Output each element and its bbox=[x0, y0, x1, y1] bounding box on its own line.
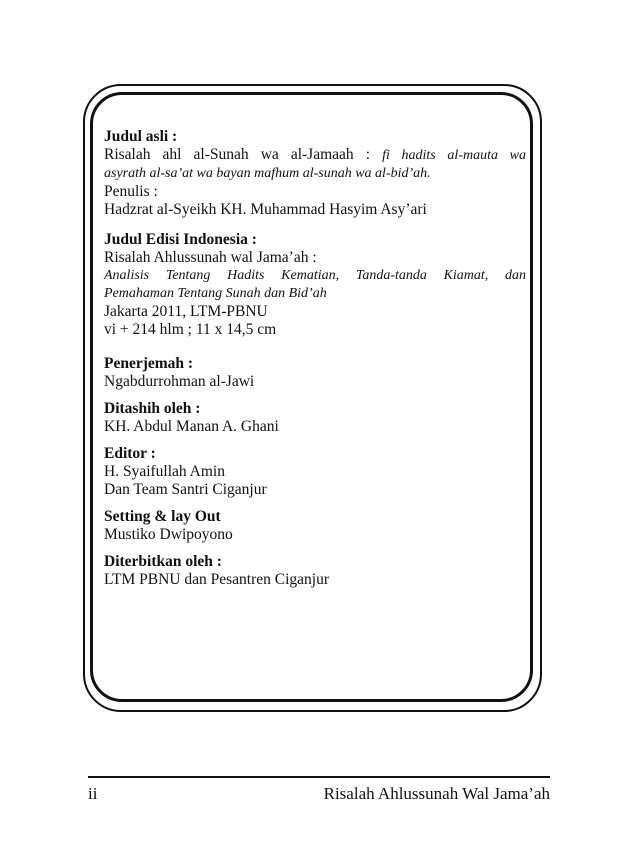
publisher-name: LTM PBNU dan Pesantren Ciganjur bbox=[104, 571, 330, 588]
indonesian-subtitle-2: Pemahaman Tentang Sunah dan Bid’ah bbox=[104, 286, 327, 301]
validated-label: Ditashih oleh : bbox=[104, 400, 201, 417]
original-title-italic-1: fi hadits al-mauta wa bbox=[382, 148, 526, 163]
validated-name: KH. Abdul Manan A. Ghani bbox=[104, 418, 279, 435]
publication-info: Jakarta 2011, LTM-PBNU bbox=[104, 303, 268, 320]
original-title-label: Judul asli : bbox=[104, 128, 178, 145]
editor-name-1: H. Syaifullah Amin bbox=[104, 463, 225, 480]
original-title-italic-2: asyrath al-sa’at wa bayan mafhum al-sunah wa al-bid’ah. bbox=[104, 166, 431, 181]
original-title-plain: Risalah ahl al-Sunah wa al-Jamaah : bbox=[104, 146, 383, 163]
indonesian-title: Risalah Ahlussunah wal Jama’ah : bbox=[104, 249, 317, 266]
author-name: Hadzrat al-Syeikh KH. Muhammad Hasyim Asy’ari bbox=[104, 201, 427, 218]
original-title-line-1 bbox=[104, 146, 526, 165]
editor-label: Editor : bbox=[104, 445, 156, 462]
colophon-content bbox=[104, 128, 526, 589]
editor-section bbox=[104, 445, 526, 499]
footer-rule bbox=[88, 776, 550, 778]
editor-name-2: Dan Team Santri Ciganjur bbox=[104, 481, 267, 498]
author-label: Penulis : bbox=[104, 183, 158, 200]
translator-section bbox=[104, 355, 526, 391]
page-number: ii bbox=[88, 784, 98, 803]
running-title: Risalah Ahlussunah Wal Jama’ah bbox=[323, 784, 550, 803]
page-count: vi + 214 hlm ; 11 x 14,5 cm bbox=[104, 321, 277, 338]
publisher-section bbox=[104, 553, 526, 589]
translator-label: Penerjemah : bbox=[104, 355, 194, 372]
layout-name: Mustiko Dwipoyono bbox=[104, 526, 233, 543]
validation-section bbox=[104, 400, 526, 436]
translator-name: Ngabdurrohman al-Jawi bbox=[104, 373, 255, 390]
original-title-section bbox=[104, 128, 526, 219]
indonesian-edition-section bbox=[104, 231, 526, 339]
layout-section bbox=[104, 508, 526, 544]
indonesian-edition-label: Judul Edisi Indonesia : bbox=[104, 231, 257, 248]
indonesian-subtitle-1: Analisis Tentang Hadits Kematian, Tanda-tanda Kiamat, dan bbox=[104, 268, 526, 283]
layout-label: Setting & lay Out bbox=[104, 508, 221, 525]
publisher-label: Diterbitkan oleh : bbox=[104, 553, 222, 570]
